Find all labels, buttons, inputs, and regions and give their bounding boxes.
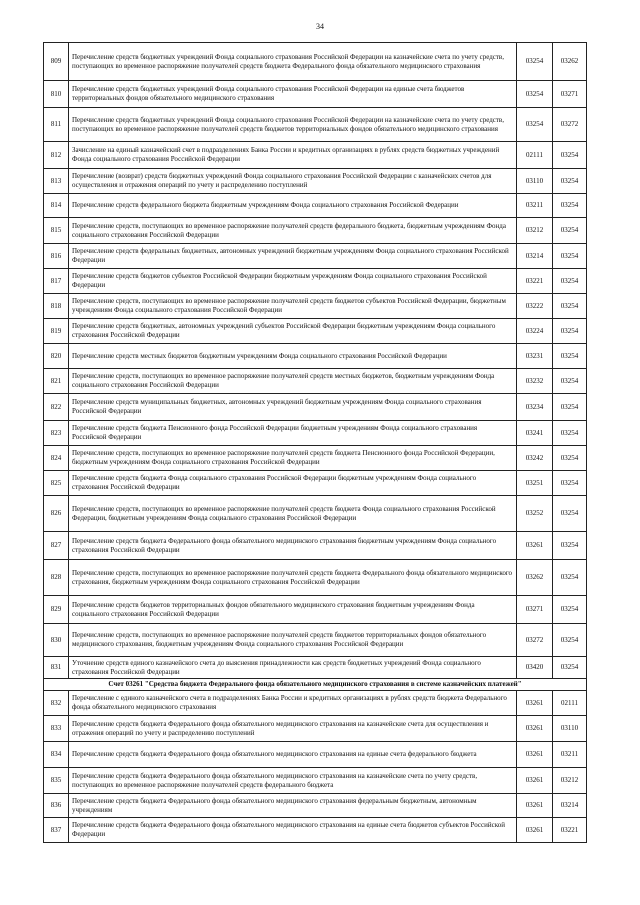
debit-account-code: 03261: [517, 742, 553, 768]
row-number: 825: [44, 471, 69, 496]
operation-description: Перечисление средств бюджета Федерального фонда обязательного медицинского страхования федеральным бюджетным, автономным учреждениям: [69, 794, 517, 818]
table-row: [44, 716, 587, 742]
row-number: 819: [44, 319, 69, 344]
operation-description: Перечисление средств местных бюджетов бюджетным учреждениям Фонда социального страхования Российской Федерации: [69, 344, 517, 369]
operation-description: Перечисление средств бюджетов субъектов Российской Федерации бюджетным учреждениям Фонда социального страхования Российской Федерации: [69, 269, 517, 294]
debit-account-code: 03261: [517, 768, 553, 794]
operation-description: Перечисление средств бюджета Федерального фонда обязательного медицинского страхования на казначейские счета по учету средств, поступающих во временное распоряжение получателей средств федерального бюджета: [69, 768, 517, 794]
operation-description: Перечисление средств, поступающих во временное распоряжение получателей средств бюджетов территориальных фондов обязательного медицинского страхования, бюджетным учреждениям Фонда социального страхования Российской Федерации: [69, 624, 517, 657]
credit-account-code: 03254: [553, 169, 587, 194]
table-row: [44, 142, 587, 169]
row-number: 811: [44, 108, 69, 142]
credit-account-code: 03254: [553, 657, 587, 679]
credit-account-code: 03211: [553, 742, 587, 768]
operation-description: Перечисление средств бюджетных учреждений Фонда социального страхования Российской Федерации на казначейские счета по учету средств, поступающих во временное распоряжение получателей средств бюджета Федерального фонда обязательного медицинского страхования: [69, 43, 517, 81]
row-number: 835: [44, 768, 69, 794]
table-row: [44, 496, 587, 532]
row-number: 826: [44, 496, 69, 532]
table-row: [44, 768, 587, 794]
debit-account-code: 03261: [517, 691, 553, 716]
table-row: [44, 624, 587, 657]
credit-account-code: 03254: [553, 244, 587, 269]
page-number: 34: [316, 22, 324, 31]
section-title: Счет 03261 "Средства бюджета Федерального фонда обязательного медицинского страхования в системе казначейских платежей": [44, 679, 587, 691]
credit-account-code: 03271: [553, 81, 587, 108]
operation-description: Перечисление средств, поступающих во временное распоряжение получателей средств бюджета Фонда социального страхования Российской Федерации, бюджетным учреждениям Фонда социального страхования Российской Федерации: [69, 496, 517, 532]
row-number: 823: [44, 421, 69, 446]
table-row: [44, 471, 587, 496]
debit-account-code: 03254: [517, 43, 553, 81]
credit-account-code: 02111: [553, 691, 587, 716]
debit-account-code: 03254: [517, 81, 553, 108]
credit-account-code: 03254: [553, 421, 587, 446]
table-row: [44, 657, 587, 679]
credit-account-code: 03110: [553, 716, 587, 742]
table-row: [44, 532, 587, 560]
credit-account-code: 03254: [553, 194, 587, 218]
row-number: 815: [44, 218, 69, 244]
operation-description: Перечисление средств бюджетных, автономных учреждений субъектов Российской Федерации бюджетным учреждениям Фонда социального страхования Российской Федерации: [69, 319, 517, 344]
row-number: 809: [44, 43, 69, 81]
debit-account-code: 03231: [517, 344, 553, 369]
operation-description: Перечисление средств бюджетных учреждений Фонда социального страхования Российской Федерации на казначейские счета по учету средств, поступающих во временное распоряжение получателей средств бюджетов территориальных фондов обязательного медицинского страхования: [69, 108, 517, 142]
row-number: 822: [44, 394, 69, 421]
credit-account-code: 03262: [553, 43, 587, 81]
row-number: 829: [44, 596, 69, 624]
row-number: 812: [44, 142, 69, 169]
table-row: [44, 818, 587, 843]
debit-account-code: 03242: [517, 446, 553, 471]
operation-description: Перечисление (возврат) средств бюджетных учреждений Фонда социального страхования Российской Федерации с казначейских счетов для осуществления и отражения операций по учету и распределению поступлений: [69, 169, 517, 194]
credit-account-code: 03254: [553, 269, 587, 294]
debit-account-code: 03420: [517, 657, 553, 679]
row-number: 827: [44, 532, 69, 560]
debit-account-code: 03261: [517, 532, 553, 560]
table-row: [44, 269, 587, 294]
row-number: 824: [44, 446, 69, 471]
credit-account-code: 03254: [553, 218, 587, 244]
debit-account-code: 03241: [517, 421, 553, 446]
table-row: [44, 596, 587, 624]
row-number: 817: [44, 269, 69, 294]
operation-description: Перечисление средств бюджетных учреждений Фонда социального страхования Российской Федерации на единые счета бюджетов территориальных фондов обязательного медицинского страхования: [69, 81, 517, 108]
row-number: 837: [44, 818, 69, 843]
operation-description: Перечисление средств муниципальных бюджетных, автономных учреждений бюджетным учреждениям Фонда социального страхования Российской Федерации: [69, 394, 517, 421]
debit-account-code: 03212: [517, 218, 553, 244]
table-row: [44, 319, 587, 344]
table-row: [44, 81, 587, 108]
debit-account-code: 03214: [517, 244, 553, 269]
operation-description: Перечисление средств, поступающих во временное распоряжение получателей средств бюджетов субъектов Российской Федерации, бюджетным учреждениям Фонда социального страхования Российской Федерации: [69, 294, 517, 319]
table-row: [44, 421, 587, 446]
debit-account-code: 03262: [517, 560, 553, 596]
operation-description: Перечисление с единого казначейского счета в подразделениях Банка России и кредитных организациях в рублях средств бюджета Федерального фонда обязательного медицинского страхования: [69, 691, 517, 716]
debit-account-code: 03271: [517, 596, 553, 624]
credit-account-code: 03254: [553, 471, 587, 496]
debit-account-code: 03261: [517, 818, 553, 843]
row-number: 830: [44, 624, 69, 657]
operation-description: Перечисление средств, поступающих во временное распоряжение получателей средств местных бюджетов, бюджетным учреждениям Фонда социального страхования Российской Федерации: [69, 369, 517, 394]
operation-description: Перечисление средств бюджета Пенсионного фонда Российской Федерации бюджетным учреждениям Фонда социального страхования Российской Федерации: [69, 421, 517, 446]
operation-description: Перечисление средств бюджета Федерального фонда обязательного медицинского страхования на казначейские счета для осуществления и отражения операций по учету и распределению поступлений: [69, 716, 517, 742]
debit-account-code: 03261: [517, 794, 553, 818]
table-row: [44, 218, 587, 244]
operation-description: Перечисление средств бюджета Федерального фонда обязательного медицинского страхования на единые счета бюджетов субъектов Российской Федерации: [69, 818, 517, 843]
debit-account-code: 03234: [517, 394, 553, 421]
row-number: 813: [44, 169, 69, 194]
credit-account-code: 03254: [553, 560, 587, 596]
debit-account-code: 03221: [517, 269, 553, 294]
table-row: [44, 294, 587, 319]
credit-account-code: 03254: [553, 496, 587, 532]
operation-description: Перечисление средств федерального бюджета бюджетным учреждениям Фонда социального страхования Российской Федерации: [69, 194, 517, 218]
credit-account-code: 03254: [553, 369, 587, 394]
table-row: [44, 344, 587, 369]
table-row: [44, 369, 587, 394]
operation-description: Перечисление средств, поступающих во временное распоряжение получателей средств бюджета Пенсионного фонда Российской Федерации, бюджетным учреждениям Фонда социального страхования Российской Федерации: [69, 446, 517, 471]
credit-account-code: 03254: [553, 446, 587, 471]
table-row: [44, 446, 587, 471]
credit-account-code: 03254: [553, 344, 587, 369]
table-row: [44, 691, 587, 716]
table-row: [44, 108, 587, 142]
row-number: 820: [44, 344, 69, 369]
table-row: [44, 794, 587, 818]
row-number: 818: [44, 294, 69, 319]
credit-account-code: 03254: [553, 294, 587, 319]
debit-account-code: 03251: [517, 471, 553, 496]
row-number: 836: [44, 794, 69, 818]
debit-account-code: 03252: [517, 496, 553, 532]
row-number: 821: [44, 369, 69, 394]
row-number: 810: [44, 81, 69, 108]
credit-account-code: 03221: [553, 818, 587, 843]
table-row: [44, 394, 587, 421]
table-row: [44, 43, 587, 81]
table-row: [44, 169, 587, 194]
credit-account-code: 03254: [553, 624, 587, 657]
operation-description: Зачисление на единый казначейский счет в подразделениях Банка России и кредитных организациях в рублях средств бюджетных учреждений Фонда социального страхования Российской Федерации: [69, 142, 517, 169]
credit-account-code: 03254: [553, 596, 587, 624]
operation-description: Перечисление средств федеральных бюджетных, автономных учреждений бюджетным учреждениям Фонда социального страхования Российской Федерации: [69, 244, 517, 269]
row-number: 828: [44, 560, 69, 596]
row-number: 816: [44, 244, 69, 269]
table-row: [44, 194, 587, 218]
credit-account-code: 03254: [553, 319, 587, 344]
debit-account-code: 02111: [517, 142, 553, 169]
row-number: 831: [44, 657, 69, 679]
credit-account-code: 03214: [553, 794, 587, 818]
credit-account-code: 03254: [553, 142, 587, 169]
row-number: 814: [44, 194, 69, 218]
credit-account-code: 03254: [553, 532, 587, 560]
operation-description: Уточнение средств единого казначейского счета до выяснения принадлежности как средств бюджетных учреждений Фонда социального страхования Российской Федерации: [69, 657, 517, 679]
debit-account-code: 03224: [517, 319, 553, 344]
row-number: 834: [44, 742, 69, 768]
accounting-entries-table: [43, 42, 587, 843]
table-row: [44, 244, 587, 269]
debit-account-code: 03272: [517, 624, 553, 657]
debit-account-code: 03254: [517, 108, 553, 142]
credit-account-code: 03254: [553, 394, 587, 421]
credit-account-code: 03212: [553, 768, 587, 794]
operation-description: Перечисление средств бюджетов территориальных фондов обязательного медицинского страхования бюджетным учреждениям Фонда социального страхования Российской Федерации: [69, 596, 517, 624]
operation-description: Перечисление средств бюджета Фонда социального страхования Российской Федерации бюджетным учреждениям Фонда социального страхования Российской Федерации: [69, 471, 517, 496]
row-number: 832: [44, 691, 69, 716]
table-row: [44, 742, 587, 768]
operation-description: Перечисление средств, поступающих во временное распоряжение получателей средств федерального бюджета, бюджетным учреждениям Фонда социального страхования Российской Федерации: [69, 218, 517, 244]
debit-account-code: 03232: [517, 369, 553, 394]
debit-account-code: 03222: [517, 294, 553, 319]
credit-account-code: 03272: [553, 108, 587, 142]
section-header-row: [44, 679, 587, 691]
operation-description: Перечисление средств, поступающих во временное распоряжение получателей средств бюджета Федерального фонда обязательного медицинского страхования, бюджетным учреждениям Фонда социального страхования Российской Федерации: [69, 560, 517, 596]
operation-description: Перечисление средств бюджета Федерального фонда обязательного медицинского страхования на единые счета федерального бюджета: [69, 742, 517, 768]
table-row: [44, 560, 587, 596]
row-number: 833: [44, 716, 69, 742]
debit-account-code: 03110: [517, 169, 553, 194]
debit-account-code: 03261: [517, 716, 553, 742]
operation-description: Перечисление средств бюджета Федерального фонда обязательного медицинского страхования бюджетным учреждениям Фонда социального страхования Российской Федерации: [69, 532, 517, 560]
debit-account-code: 03211: [517, 194, 553, 218]
